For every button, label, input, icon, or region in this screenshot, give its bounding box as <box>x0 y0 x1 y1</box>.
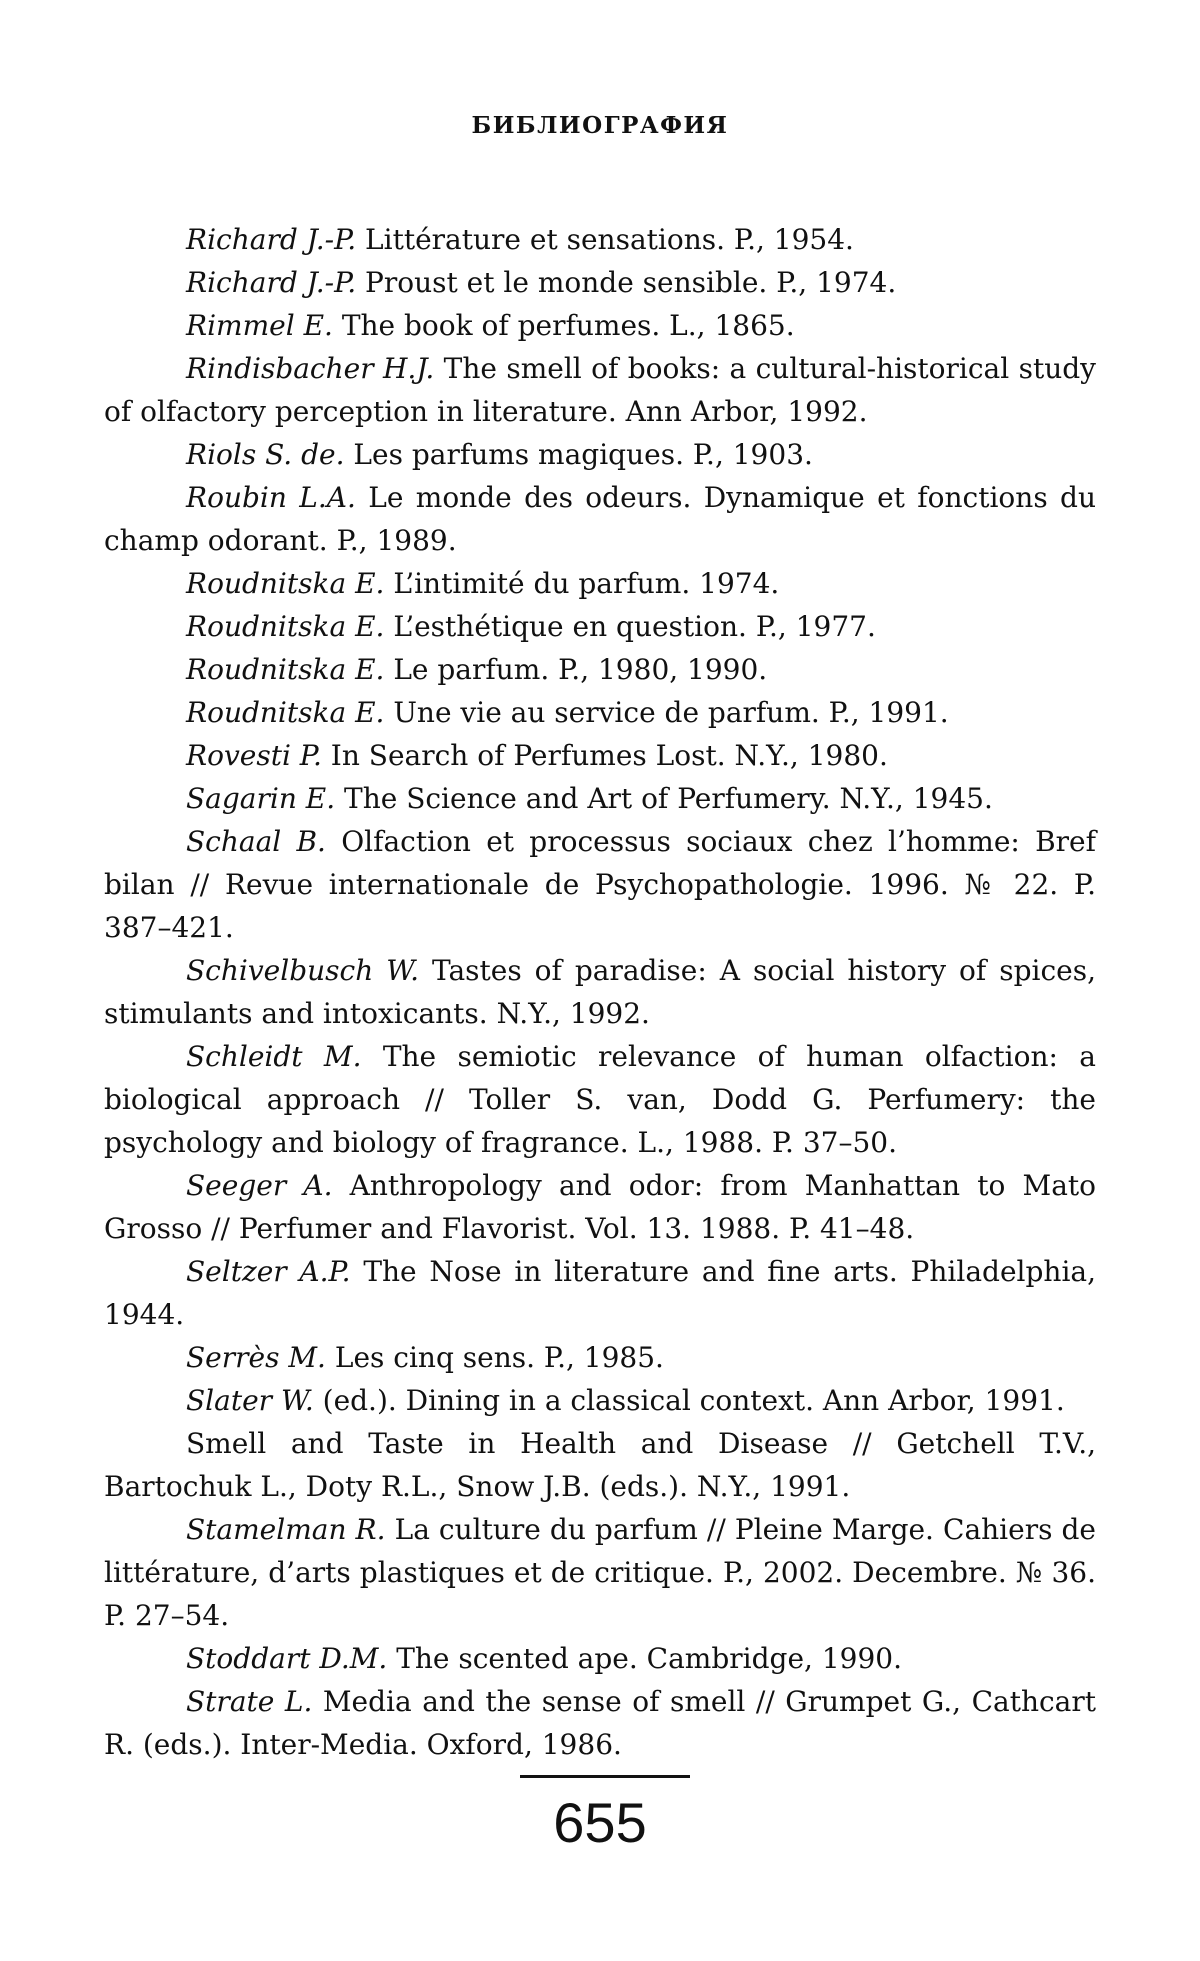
entry-author: Rimmel E. <box>186 309 333 342</box>
bibliography-entry <box>104 347 1096 433</box>
entry-author: Seeger A. <box>186 1169 333 1202</box>
entry-text: Les parfums magiques. P., 1903. <box>353 438 813 471</box>
bibliography-entry <box>104 1164 1096 1250</box>
entry-text: Littérature et sensations. P., 1954. <box>365 223 854 256</box>
bibliography-entry <box>104 605 1096 648</box>
entry-text: (ed.). Dining in a classical context. Ann Arbor, 1991. <box>322 1384 1065 1417</box>
bibliography-entry <box>104 648 1096 691</box>
entry-author: Sagarin E. <box>186 782 336 815</box>
entry-author: Rindisbacher H.J. <box>186 352 435 385</box>
bibliography-list <box>104 218 1096 1766</box>
running-header: БИБЛИОГРАФИЯ <box>471 112 729 139</box>
entry-author: Seltzer A.P. <box>186 1255 351 1288</box>
bibliography-entry <box>104 476 1096 562</box>
bibliography-entry <box>104 218 1096 261</box>
entry-author: Stoddart D.M. <box>186 1642 388 1675</box>
entry-text: Olfaction et processus sociaux chez l’homme: Bref bilan // Revue internationale de Psychopathologie. 1996. № 22. P. 387–421. <box>104 825 1096 944</box>
bibliography-entry <box>104 949 1096 1035</box>
entry-text: Smell and Taste in Health and Disease // Getchell T.V., Bartochuk L., Doty R.L., Snow J.B. (eds.). N.Y., 1991. <box>104 1427 1096 1503</box>
entry-text: L’intimité du parfum. 1974. <box>393 567 780 600</box>
entry-author: Serrès M. <box>186 1341 326 1374</box>
entry-text: Le parfum. P., 1980, 1990. <box>393 653 768 686</box>
entry-text: In Search of Perfumes Lost. N.Y., 1980. <box>330 739 888 772</box>
entry-author: Schaal B. <box>186 825 326 858</box>
entry-text: Une vie au service de parfum. P., 1991. <box>393 696 949 729</box>
bibliography-entry <box>104 820 1096 949</box>
bibliography-entry <box>104 304 1096 347</box>
bibliography-entry <box>104 1637 1096 1680</box>
bibliography-entry <box>104 1379 1096 1422</box>
bibliography-entry <box>104 734 1096 777</box>
entry-author: Rovesti P. <box>186 739 322 772</box>
bibliography-entry <box>104 1336 1096 1379</box>
bibliography-entry <box>104 691 1096 734</box>
bibliography-entry <box>104 1035 1096 1164</box>
entry-text: Tastes of paradise: A social history of spices, stimulants and intoxicants. N.Y., 1992. <box>104 954 1096 1030</box>
entry-author: Roubin L.A. <box>186 481 356 514</box>
bibliography-entry <box>104 777 1096 820</box>
bibliography-entry <box>104 1422 1096 1508</box>
entry-text: Le monde des odeurs. Dynamique et fonctions du champ odorant. P., 1989. <box>104 481 1097 557</box>
entry-author: Stamelman R. <box>186 1513 386 1546</box>
entry-author: Roudnitska E. <box>186 696 385 729</box>
entry-author: Roudnitska E. <box>186 567 385 600</box>
entry-author: Schivelbusch W. <box>186 954 419 987</box>
entry-text: L’esthétique en question. P., 1977. <box>393 610 876 643</box>
bibliography-entry <box>104 1508 1096 1637</box>
entry-text: The Nose in literature and fine arts. Philadelphia, 1944. <box>104 1255 1096 1331</box>
entry-text: Les cinq sens. P., 1985. <box>334 1341 664 1374</box>
entry-author: Slater W. <box>186 1384 314 1417</box>
bibliography-entry <box>104 1680 1096 1766</box>
bibliography-entry <box>104 261 1096 304</box>
entry-text: The book of perfumes. L., 1865. <box>341 309 795 342</box>
entry-text: The smell of books: a cultural-historical study of olfactory perception in literature. Ann Arbor, 1992. <box>104 352 1096 428</box>
entry-author: Schleidt M. <box>186 1040 362 1073</box>
entry-text: Anthropology and odor: from Manhattan to Mato Grosso // Perfumer and Flavorist. Vol. 13. 1988. P. 41–48. <box>104 1169 1096 1245</box>
entry-text: Proust et le monde sensible. P., 1974. <box>365 266 897 299</box>
entry-text: The Science and Art of Perfumery. N.Y., 1945. <box>344 782 993 815</box>
page-number: 655 <box>553 1791 647 1854</box>
entry-text: The semiotic relevance of human olfaction: a biological approach // Toller S. van, Dodd G. Perfumery: the psychology and biology of fragrance. L., 1988. P. 37–50. <box>104 1040 1096 1159</box>
footer-rule <box>520 1775 690 1778</box>
entry-author: Richard J.-P. <box>186 223 357 256</box>
entry-author: Roudnitska E. <box>186 610 385 643</box>
entry-author: Riols S. de. <box>186 438 345 471</box>
bibliography-entry <box>104 1250 1096 1336</box>
entry-text: La culture du parfum // Pleine Marge. Cahiers de littérature, d’arts plastiques et de critique. P., 2002. Decembre. № 36. P. 27–54. <box>104 1513 1096 1632</box>
bibliography-entry <box>104 562 1096 605</box>
entry-author: Strate L. <box>186 1685 313 1718</box>
bibliography-entry <box>104 433 1096 476</box>
entry-author: Richard J.-P. <box>186 266 357 299</box>
entry-text: The scented ape. Cambridge, 1990. <box>396 1642 902 1675</box>
entry-text: Media and the sense of smell // Grumpet G., Cathcart R. (eds.). Inter-Media. Oxford, 1986. <box>104 1685 1096 1761</box>
entry-author: Roudnitska E. <box>186 653 385 686</box>
